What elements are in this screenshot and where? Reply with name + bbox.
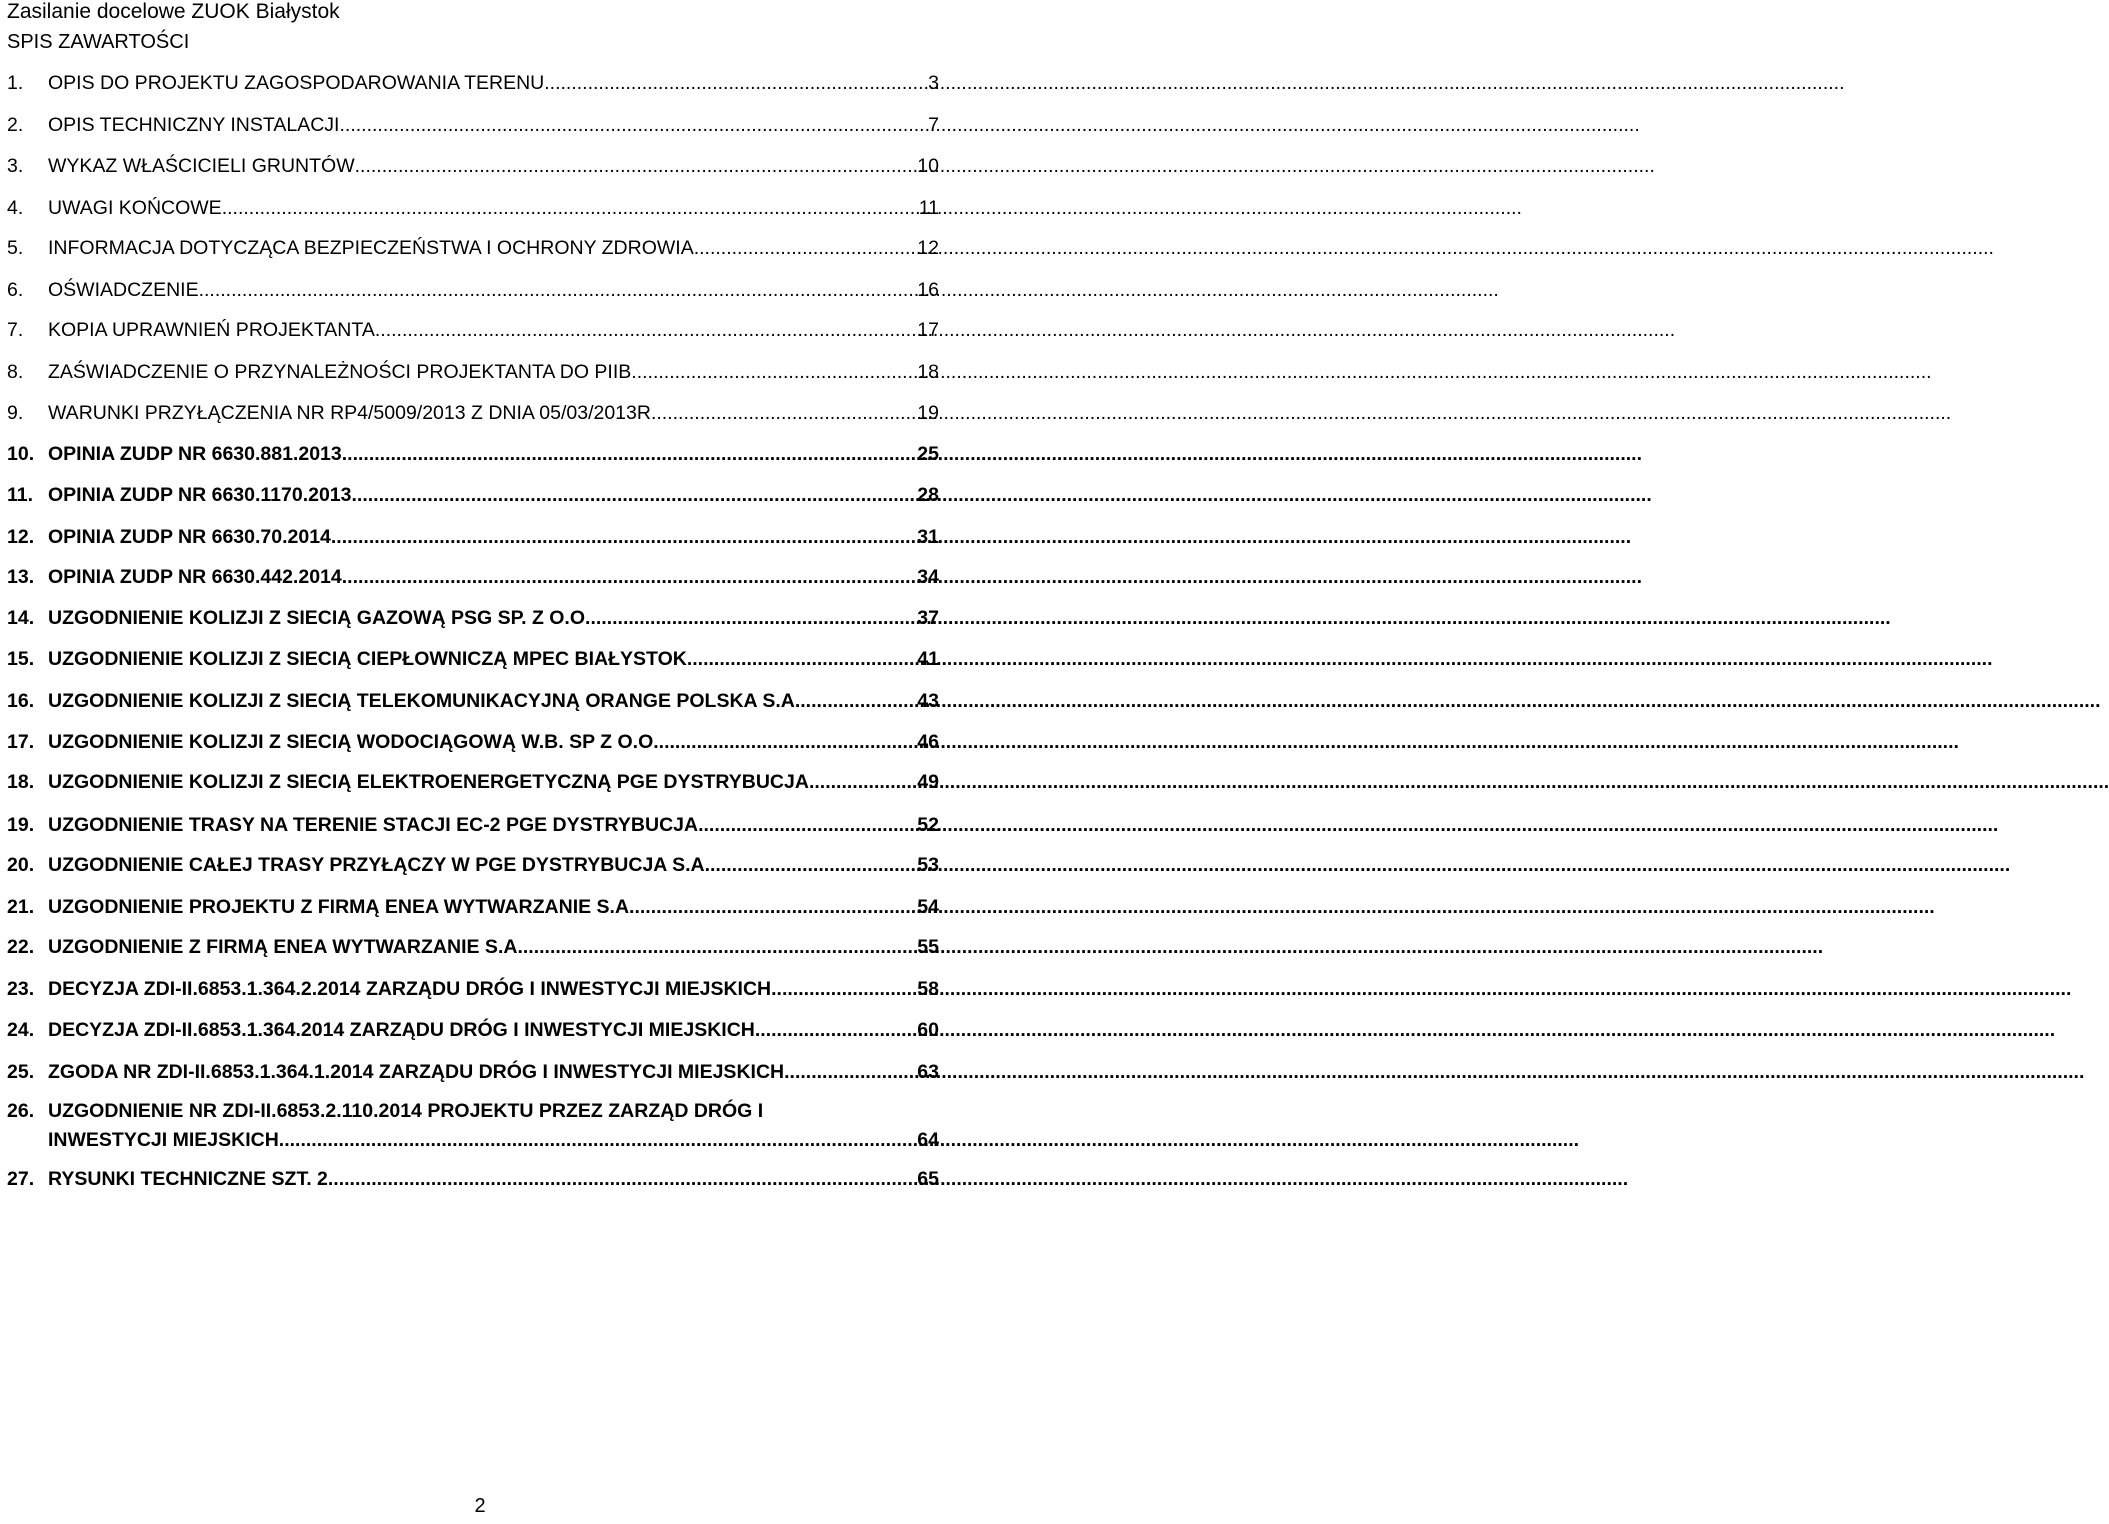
toc-entry-title: OPINIA ZUDP NR 6630.881.2013 (48, 443, 342, 465)
toc-entry-title: OPINIA ZUDP NR 6630.1170.2013 (48, 484, 352, 506)
toc-entry-title: UZGODNIENIE TRASY NA TERENIE STACJI EC-2 PGE DYSTRYBUCJA (48, 814, 699, 836)
toc-entry[interactable] (7, 1019, 939, 1041)
toc-entry-title: OŚWIADCZENIE (48, 279, 199, 301)
toc-entry-title: UWAGI KOŃCOWE (48, 197, 222, 219)
toc-entry-page: 18 (917, 361, 939, 383)
toc-entry[interactable] (7, 526, 939, 548)
toc-entry[interactable] (7, 854, 939, 876)
toc-entry-page: 65 (917, 1168, 939, 1190)
toc-entry-title: DECYZJA ZDI-II.6853.1.364.2.2014 ZARZĄDU DRÓG I INWESTYCJI MIEJSKICH (48, 978, 772, 1000)
toc-heading: SPIS ZAWARTOŚCI (7, 31, 190, 53)
toc-entry-title: OPINIA ZUDP NR 6630.70.2014 (48, 526, 331, 548)
page-number: 2 (474, 1495, 486, 1517)
toc-entry-title: RYSUNKI TECHNICZNE SZT. 2 (48, 1168, 328, 1190)
toc-entry[interactable] (7, 155, 939, 177)
toc-entry-number: 4. (7, 197, 24, 219)
toc-entry-page: 63 (917, 1061, 939, 1083)
toc-entry-page: 12 (917, 237, 939, 259)
toc-entry[interactable] (7, 279, 939, 301)
toc-entry-title: UZGODNIENIE Z FIRMĄ ENEA WYTWARZANIE S.A. (48, 936, 523, 958)
dot-leader (800, 690, 916, 712)
toc-entry[interactable] (7, 1168, 939, 1190)
toc-entry-title: OPIS DO PROJEKTU ZAGOSPODAROWANIA TERENU (48, 72, 545, 94)
toc-entry-page: 49 (917, 771, 939, 793)
toc-entry-title: DECYZJA ZDI-II.6853.1.364.2014 ZARZĄDU DRÓG I INWESTYCJI MIEJSKICH (48, 1019, 755, 1041)
toc-entry-title: UZGODNIENIE KOLIZJI Z SIECIĄ CIEPŁOWNICZĄ MPEC BIAŁYSTOK. (48, 648, 693, 670)
toc-entry-title: OPINIA ZUDP NR 6630.442.2014 (48, 566, 342, 588)
toc-entry-page: 53 (917, 854, 939, 876)
toc-entry-title: UZGODNIENIE KOLIZJI Z SIECIĄ ELEKTROENERGETYCZNĄ PGE DYSTRYBUCJA (48, 771, 809, 793)
toc-entry[interactable] (7, 114, 939, 136)
toc-entry-page: 28 (917, 484, 939, 506)
toc-entry-page: 34 (917, 566, 939, 588)
dot-leader (631, 361, 916, 383)
toc-entry-title: UZGODNIENIE PROJEKTU Z FIRMĄ ENEA WYTWARZANIE S.A. (48, 896, 635, 918)
dot-leader (222, 197, 918, 219)
dot-leader (355, 155, 917, 177)
toc-entry-title: UZGODNIENIE NR ZDI-II.6853.2.110.2014 PROJEKTU PRZEZ ZARZĄD DRÓG I (48, 1100, 764, 1122)
toc-entry-number: 7. (7, 319, 24, 341)
toc-entry-number: 25. (7, 1061, 35, 1083)
toc-entry-page: 52 (917, 814, 939, 836)
toc-entry[interactable] (7, 978, 939, 1000)
dot-leader (523, 936, 916, 958)
dot-leader (339, 114, 927, 136)
toc-entry-page: 41 (917, 648, 939, 670)
toc-entry-number: 22. (7, 936, 35, 958)
dot-leader (809, 771, 916, 793)
toc-entry-number: 5. (7, 237, 24, 259)
toc-entry[interactable] (7, 1097, 939, 1155)
toc-entry-page: 17 (917, 319, 939, 341)
toc-entry-number: 19. (7, 814, 35, 836)
toc-entry-page: 58 (917, 978, 939, 1000)
toc-entry-page: 10 (917, 155, 939, 177)
toc-entry[interactable] (7, 197, 939, 219)
toc-entry[interactable] (7, 443, 939, 465)
toc-entry-number: 10. (7, 443, 35, 465)
toc-entry-page: 11 (918, 197, 939, 219)
toc-entry-number: 9. (7, 402, 24, 424)
toc-entry[interactable] (7, 1061, 939, 1083)
dot-leader (590, 607, 916, 629)
dot-leader (544, 72, 927, 94)
toc-entry[interactable] (7, 690, 939, 712)
toc-entry-page: 60 (917, 1019, 939, 1041)
toc-entry[interactable] (7, 936, 939, 958)
toc-entry-page: 16 (917, 279, 939, 301)
toc-entry[interactable] (7, 731, 939, 753)
toc-entry-title: UZGODNIENIE KOLIZJI Z SIECIĄ WODOCIĄGOWĄ W.B. SP Z O.O. (48, 731, 659, 753)
toc-entry-title: ZGODA NR ZDI-II.6853.1.364.1.2014 ZARZĄDU DRÓG I INWESTYCJI MIEJSKICH (48, 1061, 785, 1083)
dot-leader (698, 814, 916, 836)
toc-entry[interactable] (7, 771, 939, 793)
toc-entry-page: 3 (928, 72, 939, 94)
toc-entry-number: 8. (7, 361, 24, 383)
toc-entry[interactable] (7, 361, 939, 383)
toc-entry-number: 18. (7, 771, 35, 793)
toc-entry-number: 17. (7, 731, 35, 753)
toc-entry[interactable] (7, 896, 939, 918)
toc-entry-title: ZAŚWIADCZENIE O PRZYNALEŻNOŚCI PROJEKTANTA DO PIIB (48, 361, 632, 383)
toc-entry-title: OPIS TECHNICZNY INSTALACJI (48, 114, 340, 136)
dot-leader (279, 1126, 917, 1155)
dot-leader (692, 648, 916, 670)
toc-entry-number: 26. (7, 1100, 35, 1122)
toc-entry-page: 54 (917, 896, 939, 918)
dot-leader (755, 1019, 916, 1041)
toc-entry-title: UZGODNIENIE KOLIZJI Z SIECIĄ TELEKOMUNIKACYJNĄ ORANGE POLSKA S.A. (48, 690, 801, 712)
toc-entry-title: UZGODNIENIE KOLIZJI Z SIECIĄ GAZOWĄ PSG SP. Z O.O. (48, 607, 591, 629)
toc-entry-number: 2. (7, 114, 24, 136)
toc-entry-title: INFORMACJA DOTYCZĄCA BEZPIECZEŃSTWA I OCHRONY ZDROWIA (48, 237, 694, 259)
toc-entry[interactable] (7, 237, 939, 259)
dot-leader (342, 566, 917, 588)
dot-leader (199, 279, 917, 301)
dot-leader (771, 978, 916, 1000)
toc-entry-number: 6. (7, 279, 24, 301)
toc-entry-number: 13. (7, 566, 35, 588)
toc-entry-number: 14. (7, 607, 35, 629)
toc-entry-page: 19 (917, 402, 939, 424)
dot-leader (331, 526, 916, 548)
toc-entry-page: 31 (917, 526, 939, 548)
dot-leader (375, 319, 916, 341)
dot-leader (694, 237, 917, 259)
dot-leader (784, 1061, 916, 1083)
dot-leader (651, 402, 916, 424)
toc-entry-number: 24. (7, 1019, 35, 1041)
toc-entry[interactable] (7, 648, 939, 670)
toc-entry-number: 21. (7, 896, 35, 918)
toc-entry-number: 15. (7, 648, 35, 670)
toc-entry-number: 23. (7, 978, 35, 1000)
dot-leader (710, 854, 916, 876)
toc-entry-title: WARUNKI PRZYŁĄCZENIA NR RP4/5009/2013 Z DNIA 05/03/2013R (48, 402, 651, 424)
dot-leader (659, 731, 917, 753)
toc-entry-number: 20. (7, 854, 35, 876)
toc-entry-title: UZGODNIENIE CAŁEJ TRASY PRZYŁĄCZY W PGE DYSTRYBUCJA S.A. (48, 854, 710, 876)
toc-entry-page: 46 (917, 731, 939, 753)
toc-entry-page: 55 (917, 936, 939, 958)
toc-entry[interactable] (7, 484, 939, 506)
toc-entry-page: 43 (917, 690, 939, 712)
toc-entry-number: 12. (7, 526, 35, 548)
dot-leader (352, 484, 917, 506)
toc-entry[interactable] (7, 814, 939, 836)
toc-entry-title: WYKAZ WŁAŚCICIELI GRUNTÓW (48, 155, 355, 177)
toc-entry[interactable] (7, 566, 939, 588)
dot-leader (328, 1168, 916, 1190)
toc-entry-page: 7 (928, 114, 939, 136)
toc-entry-number: 11. (7, 484, 34, 506)
toc-entry-page: 64 (917, 1129, 939, 1151)
dot-leader (342, 443, 917, 465)
toc-entry-number: 16. (7, 690, 35, 712)
toc-entry-number: 3. (7, 155, 24, 177)
toc-entry-page: 37 (917, 607, 939, 629)
toc-entry-page: 25 (917, 443, 939, 465)
toc-entry-title-continued: INWESTYCJI MIEJSKICH (48, 1129, 279, 1151)
toc-entry-title: KOPIA UPRAWNIEŃ PROJEKTANTA (48, 319, 375, 341)
toc-entry[interactable] (7, 402, 939, 424)
toc-entry-number: 27. (7, 1168, 35, 1190)
toc-entry[interactable] (7, 319, 939, 341)
document-header-title: Zasilanie docelowe ZUOK Białystok (7, 0, 340, 23)
toc-entry-number: 1. (7, 72, 24, 94)
dot-leader (634, 896, 916, 918)
toc-entry[interactable] (7, 607, 939, 629)
toc-entry[interactable] (7, 72, 939, 94)
